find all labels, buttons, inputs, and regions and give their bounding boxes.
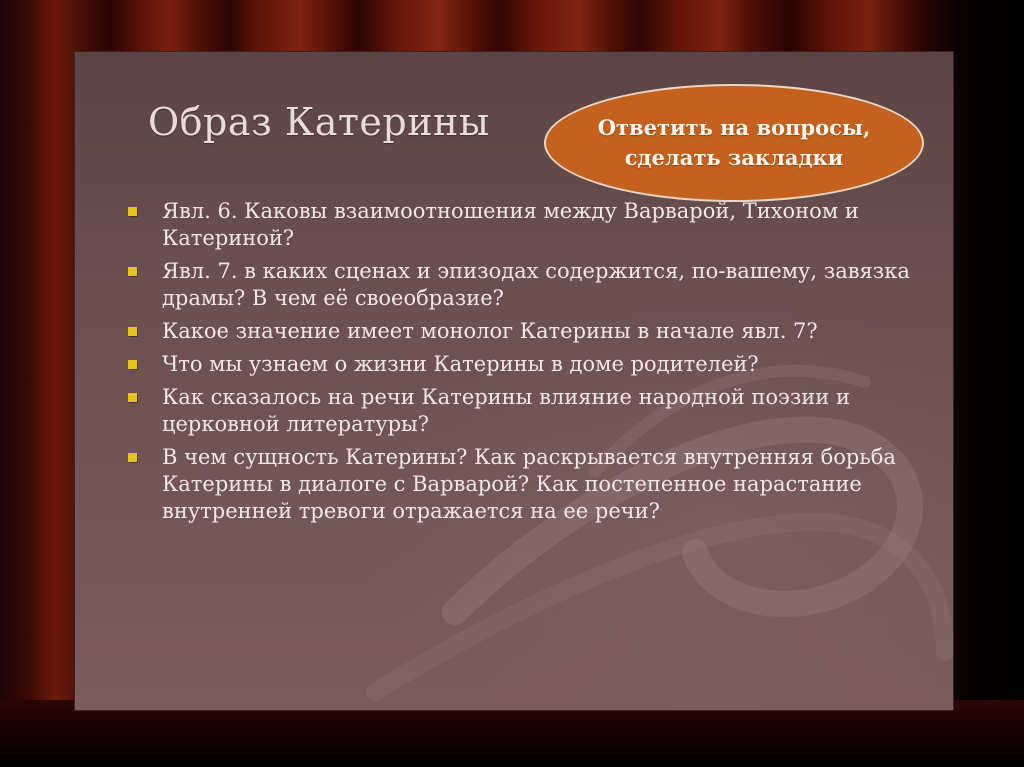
square-bullet-icon — [128, 453, 137, 462]
bullet-text: В чем сущность Катерины? Как раскрывается внутренняя борьба Катерины в диалоге с Варварой? Как постепенное нарастание внутренней тревоги отражается на ее речи? — [162, 445, 896, 523]
slide — [75, 52, 953, 710]
bullet-list — [128, 198, 928, 531]
square-bullet-icon — [128, 267, 137, 276]
bullet-text: Как сказалось на речи Катерины влияние народной поэзии и церковной литературы? — [162, 385, 850, 436]
curtain-bottom — [0, 700, 1024, 767]
callout-line-1: Ответить на вопросы, — [597, 115, 871, 140]
slide-title: Образ Катерины — [148, 100, 490, 144]
bullet-item — [128, 258, 928, 312]
square-bullet-icon — [128, 207, 137, 216]
bullet-item — [128, 384, 928, 438]
callout-line-2: сделать закладки — [624, 145, 844, 170]
square-bullet-icon — [128, 393, 137, 402]
bullet-item — [128, 198, 928, 252]
bullet-text: Что мы узнаем о жизни Катерины в доме родителей? — [162, 352, 759, 376]
bullet-item — [128, 318, 928, 345]
callout-oval — [544, 84, 924, 202]
square-bullet-icon — [128, 327, 137, 336]
bullet-text: Явл. 7. в каких сценах и эпизодах содержится, по-вашему, завязка драмы? В чем её своеобразие? — [162, 259, 910, 310]
bullet-item — [128, 444, 928, 525]
bullet-item — [128, 351, 928, 378]
square-bullet-icon — [128, 360, 137, 369]
bullet-text: Явл. 6. Каковы взаимоотношения между Варварой, Тихоном и Катериной? — [162, 199, 859, 250]
bullet-text: Какое значение имеет монолог Катерины в начале явл. 7? — [162, 319, 818, 343]
